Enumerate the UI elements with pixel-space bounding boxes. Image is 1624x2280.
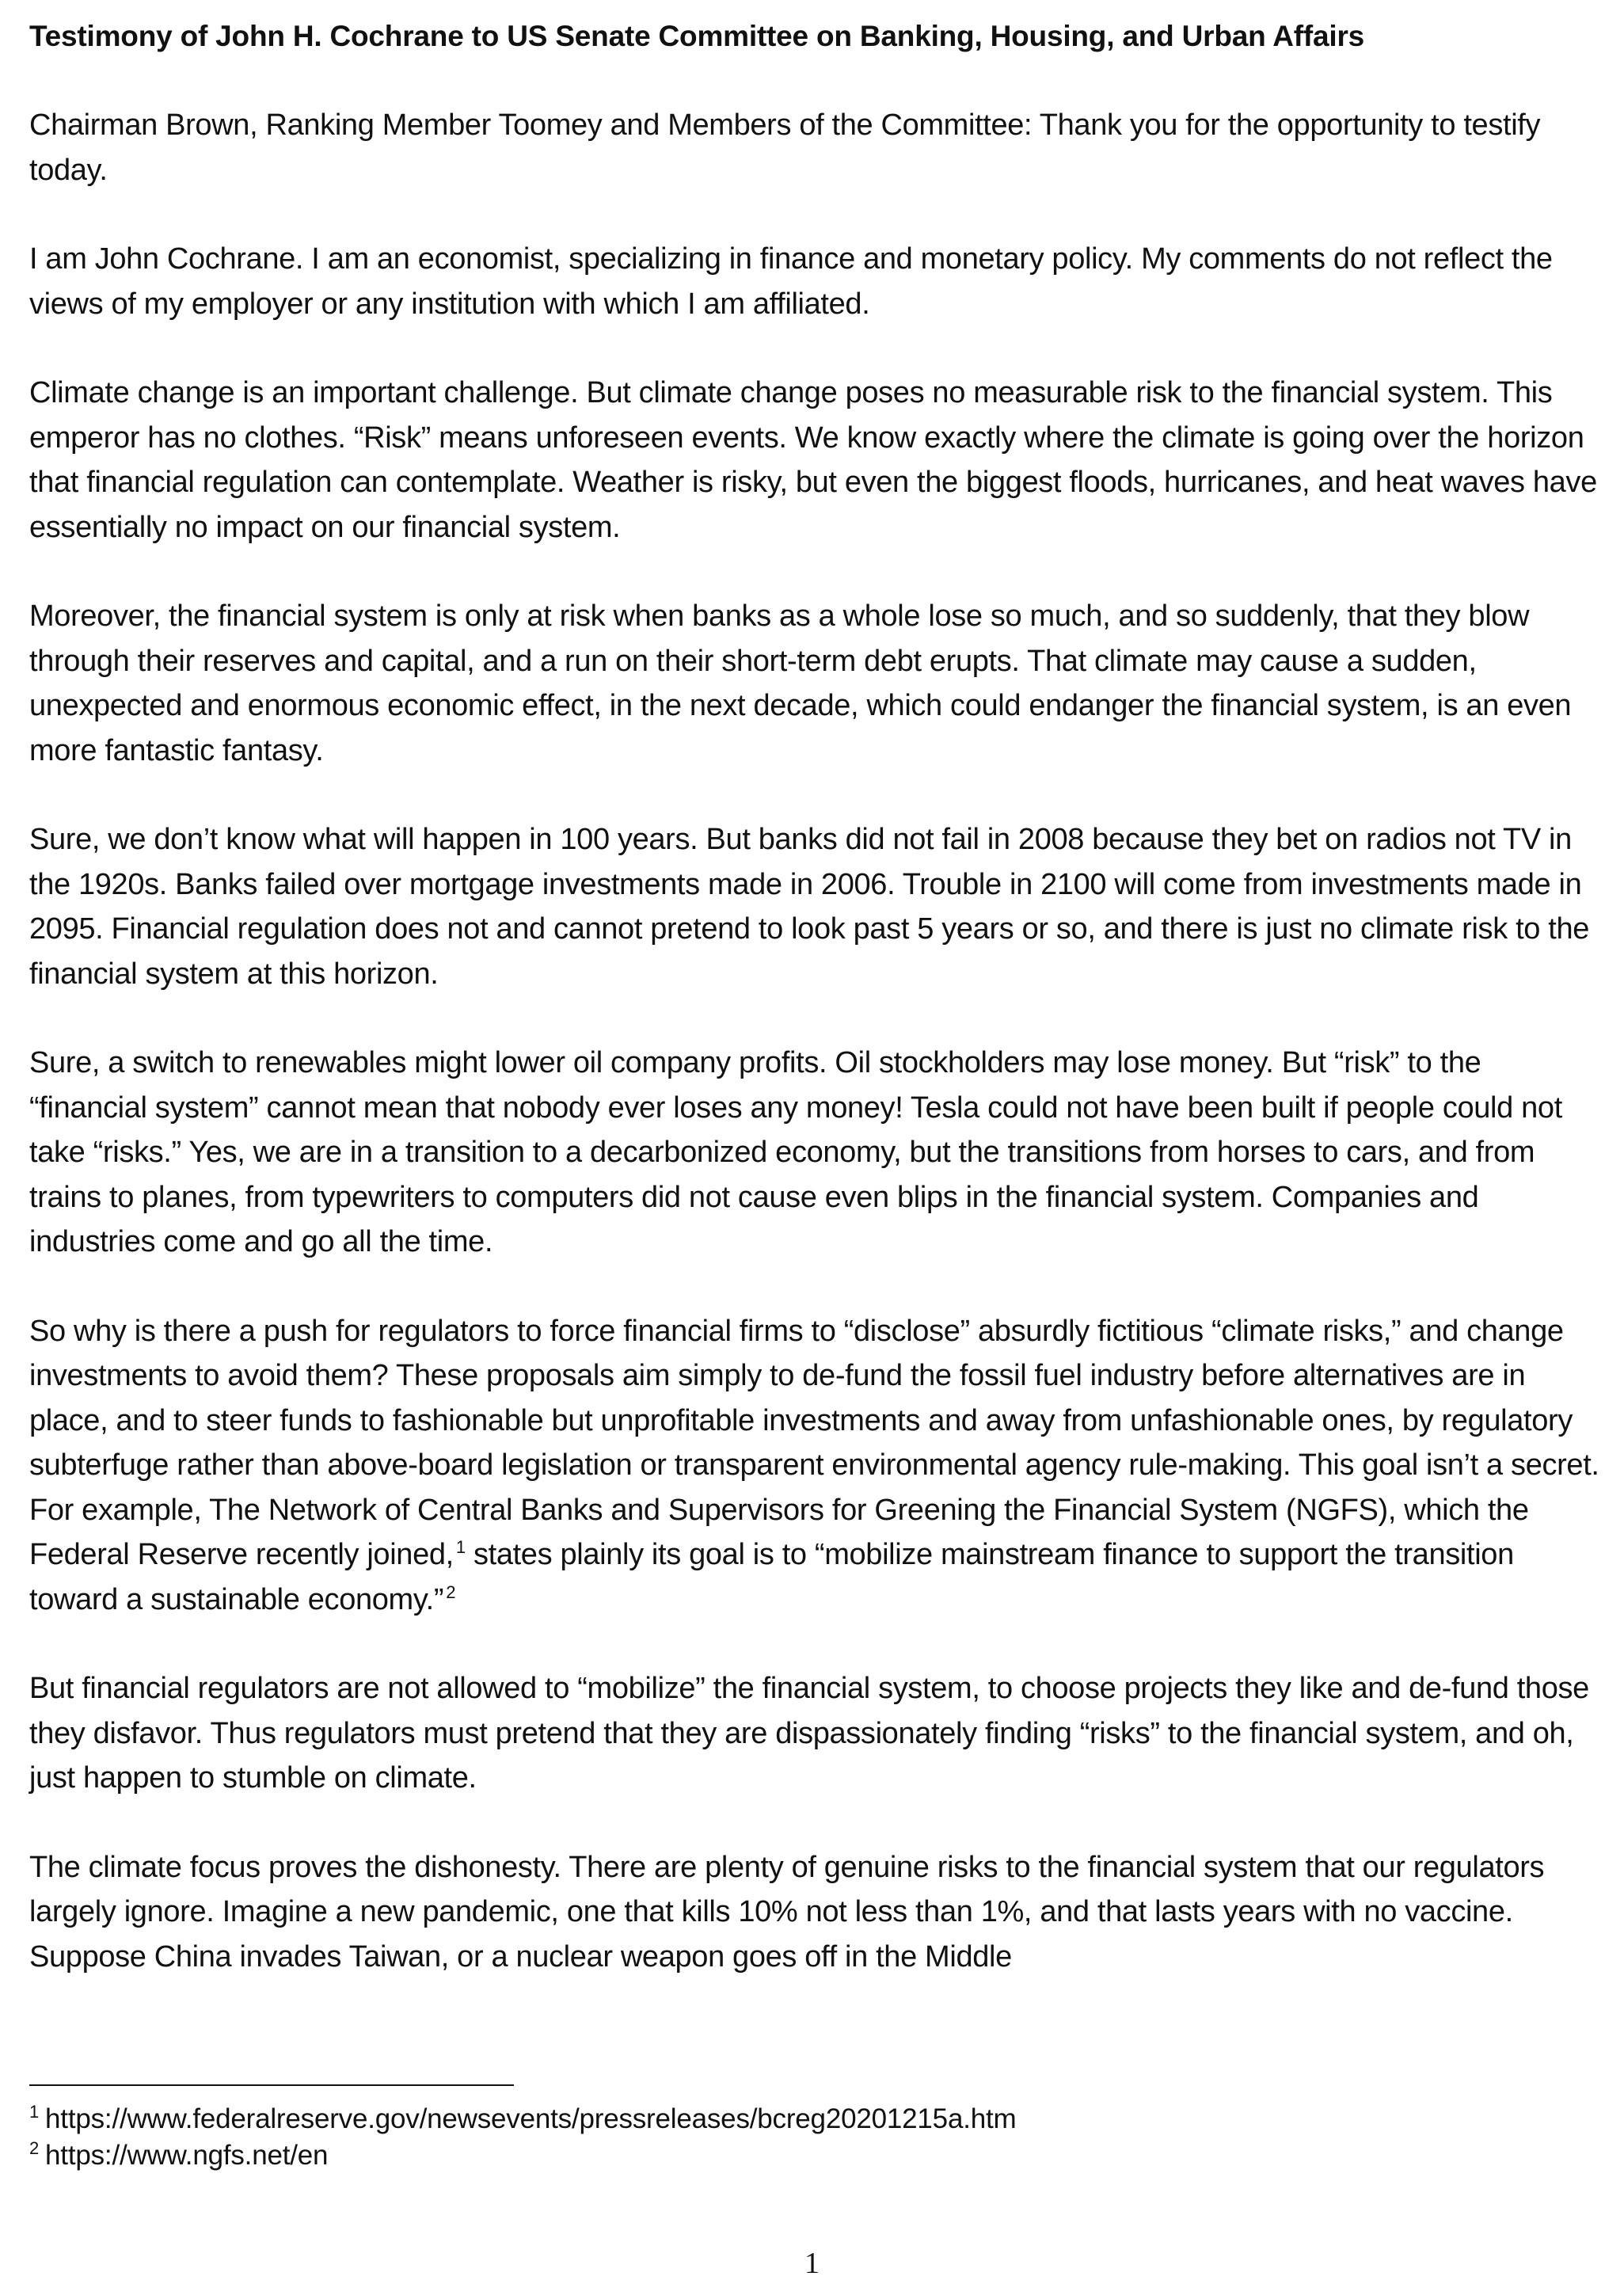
paragraph-regulatory-push-text-b: states plainly its goal is to “mobilize mainstream finance to support the transition toward a sustainable economy.”	[29, 1538, 1514, 1616]
footnote-link[interactable]: https://www.federalreserve.gov/newsevents/pressreleases/bcreg20201215a.htm	[45, 2103, 1017, 2134]
footnote-2	[29, 2137, 1016, 2174]
footnotes	[29, 2101, 1016, 2174]
footnote-link[interactable]: https://www.ngfs.net/en	[45, 2140, 329, 2171]
footnote-marker: 1	[29, 2102, 40, 2122]
paragraph-financial-system-risk: Moreover, the financial system is only at risk when banks as a whole lose so much, and so suddenly, that they blow through their reserves and capital, and a run on their short-term debt erupts. That climate may cause a sudden, unexpected and enormous economic effect, in the next decade, which could endanger the financial system, is an even more fantastic fantasy.	[29, 599, 1572, 767]
paragraph-regulatory-push-text-a: So why is there a push for regulators to force financial firms to “disclose” absurdly fictitious “climate risks,” and change investments to avoid them? These proposals aim simply to de-fund the fossil fuel industry before alternatives are in place, and to steer funds to fashionable but unprofitable investments and away from unfashionable ones, by regulatory subterfuge rather than above-board legislation or transparent environmental agency rule-making. This goal isn’t a secret. For example, The Network of Central Banks and Supervisors for Greening the Financial System (NGFS), which the Federal Reserve recently joined,	[29, 1314, 1599, 1571]
document-page	[29, 14, 1605, 1979]
footnote-reference-2[interactable]: 2	[446, 1582, 456, 1602]
footnote-marker: 2	[29, 2138, 40, 2159]
paragraph-mobilize: But financial regulators are not allowed to “mobilize” the financial system, to choose projects they like and de-fund those they disfavor. Thus regulators must pretend that they are dispassionately finding “risks” to the financial system, and oh, just happen to stumble on climate.	[29, 1672, 1589, 1795]
paragraph-genuine-risks: The climate focus proves the dishonesty. There are plenty of genuine risks to the financial system that our regulators largely ignore. Imagine a new pandemic, one that kills 10% not less than 1%, and that lasts years with no vaccine. Suppose China invades Taiwan, or a nuclear weapon goes off in the Middle	[29, 1850, 1545, 1974]
paragraph-introduction: I am John Cochrane. I am an economist, specializing in finance and monetary policy. My comments do not reflect the views of my employer or any institution with which I am affiliated.	[29, 242, 1553, 321]
footnote-separator	[29, 2084, 514, 2086]
page-number: 1	[804, 2247, 820, 2280]
paragraph-time-horizon: Sure, we don’t know what will happen in 100 years. But banks did not fail in 2008 because they bet on radios not TV in the 1920s. Banks failed over mortgage investments made in 2006. Trouble in 2100 will come from investments made in 2095. Financial regulation does not and cannot pretend to look past 5 years or so, and there is just no climate risk to the financial system at this horizon.	[29, 823, 1590, 991]
paragraph-renewables-transition: Sure, a switch to renewables might lower oil company profits. Oil stockholders may lose money. But “risk” to the “financial system” cannot mean that nobody ever loses any money! Tesla could not have been built if people could not take “risks.” Yes, we are in a transition to a decarbonized economy, but the transitions from horses to cars, and from trains to planes, from typewriters to computers did not cause even blips in the financial system. Companies and industries come and go all the time.	[29, 1046, 1562, 1258]
paragraph-greeting: Chairman Brown, Ranking Member Toomey and Members of the Committee: Thank you for the opportunity to testify today.	[29, 108, 1541, 187]
footnote-1	[29, 2101, 1016, 2137]
footnote-reference-1[interactable]: 1	[455, 1537, 466, 1558]
paragraph-climate-risk: Climate change is an important challenge. But climate change poses no measurable risk to the financial system. This emperor has no clothes. “Risk” means unforeseen events. We know exactly where the climate is going over the horizon that financial regulation can contemplate. Weather is risky, but even the biggest floods, hurricanes, and heat waves have essentially no impact on our financial system.	[29, 376, 1597, 544]
document-title: Testimony of John H. Cochrane to US Senate Committee on Banking, Housing, and Urban Affairs	[29, 20, 1365, 52]
paragraph-regulatory-push	[29, 1309, 1605, 1623]
